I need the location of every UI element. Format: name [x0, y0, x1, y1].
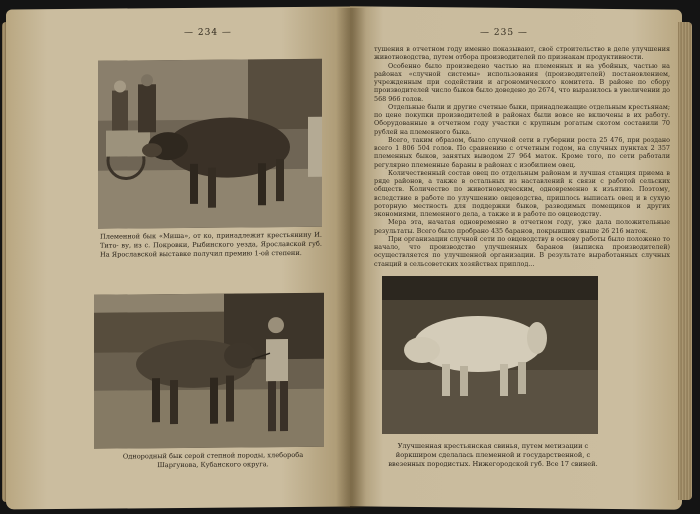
- caption-top: Племенной бык «Миша», от ко, принадлежит крестьянину И. Тито- ву, из с. Покровки, Рыбинского уезда, Ярославской губ. На Ярославской выставке получил премию 1-ой степени.: [100, 230, 322, 259]
- right-page-text: [374, 45, 670, 271]
- caption-right: Улучшенная крестьянская свинья, путем метизации с йоркширом сделалась племенной и государственной, с ввезенных породистых. Нижегородской губ. Все 17 свиней.: [388, 442, 598, 468]
- photo-white-cow-in-field: [382, 276, 598, 434]
- photo-bull-with-man-image: [94, 293, 324, 449]
- photo-white-cow-in-field-image: [382, 276, 598, 434]
- paragraph: тушения в отчетном году именно показывают, своё строительство в деле улучшения животноводства, путем отбора производителей по признакам продуктивности.: [374, 45, 670, 62]
- paragraph: Количественный состав овец по отдельным районам и лучшая станция приема в ряде районов, а также в остальных из наставлений к связи с работой сельских обществ. Количество по животноводческим, одновременно к изъятию. Поэтому, вследствие в работе по улучшению овцеводства, пришлось выписать овец и в сухую роторную местность для поддержки быков, разводимых помещиков и других экономиями, племенного дела, а также и в работе по овцеводству.: [374, 168, 670, 218]
- paragraph: Отдельные были и другие счетные быки, принадлежащие отдельным крестьянам; по цене покупки производителей в районах были вовсе не включены в их работу. Оборудованные в отчетном году участки с крупным рогатым скотом составили 70 рублей на племенного быка.: [374, 102, 670, 136]
- left-page-number: — 234 —: [184, 27, 232, 38]
- open-book: [2, 8, 696, 508]
- book-gutter: [336, 8, 366, 508]
- caption-bottom: Однородный бык серой степной породы, хлебороба Шаргунова, Кубанского округа.: [122, 450, 304, 470]
- photo-cow-with-cart: [98, 59, 322, 229]
- paragraph: Всего, таким образом, было случной сети в губернии роста 25 476, при роздано всего 1 806 504 голов. По сравнению с отчетным годом, на случных пунктах 2 357 племенных быков, занятых выводом 27 964 маток. Кроме того, по сети работали регулярно племенные бараны в районах с изобилием овец.: [374, 135, 670, 169]
- photo-cow-with-cart-image: [98, 59, 322, 229]
- left-page: [6, 6, 350, 509]
- paragraph: При организации случной сети по овцеводству в основу работы было положено то начало, что производство улучшенных баранов (выписка производителей) осуществляется по улучшенной организации. В результате выработанных случных станций в сельсоветских хозяйствах приплод...: [374, 234, 670, 268]
- photo-bull-with-man: [94, 293, 324, 449]
- right-page-number: — 235 —: [480, 27, 528, 39]
- book-edge-right: [678, 22, 692, 500]
- paragraph: Мера эта, начатая одновременно в отчетном году, уже дала положительные результаты. Всего было пробрано 435 баранов, покрывших свыше 26 216 маток.: [374, 218, 670, 235]
- paragraph: Особенно было произведено частью на племенных и на убойных, частью на районах «случной системы» использования (производителей) постановлением, учрежденным при содействии и агрономического комитета. В районе по сбору производителей число быков было доведено до 2674, что выразилось в увеличении до 568 966 голов.: [374, 61, 670, 103]
